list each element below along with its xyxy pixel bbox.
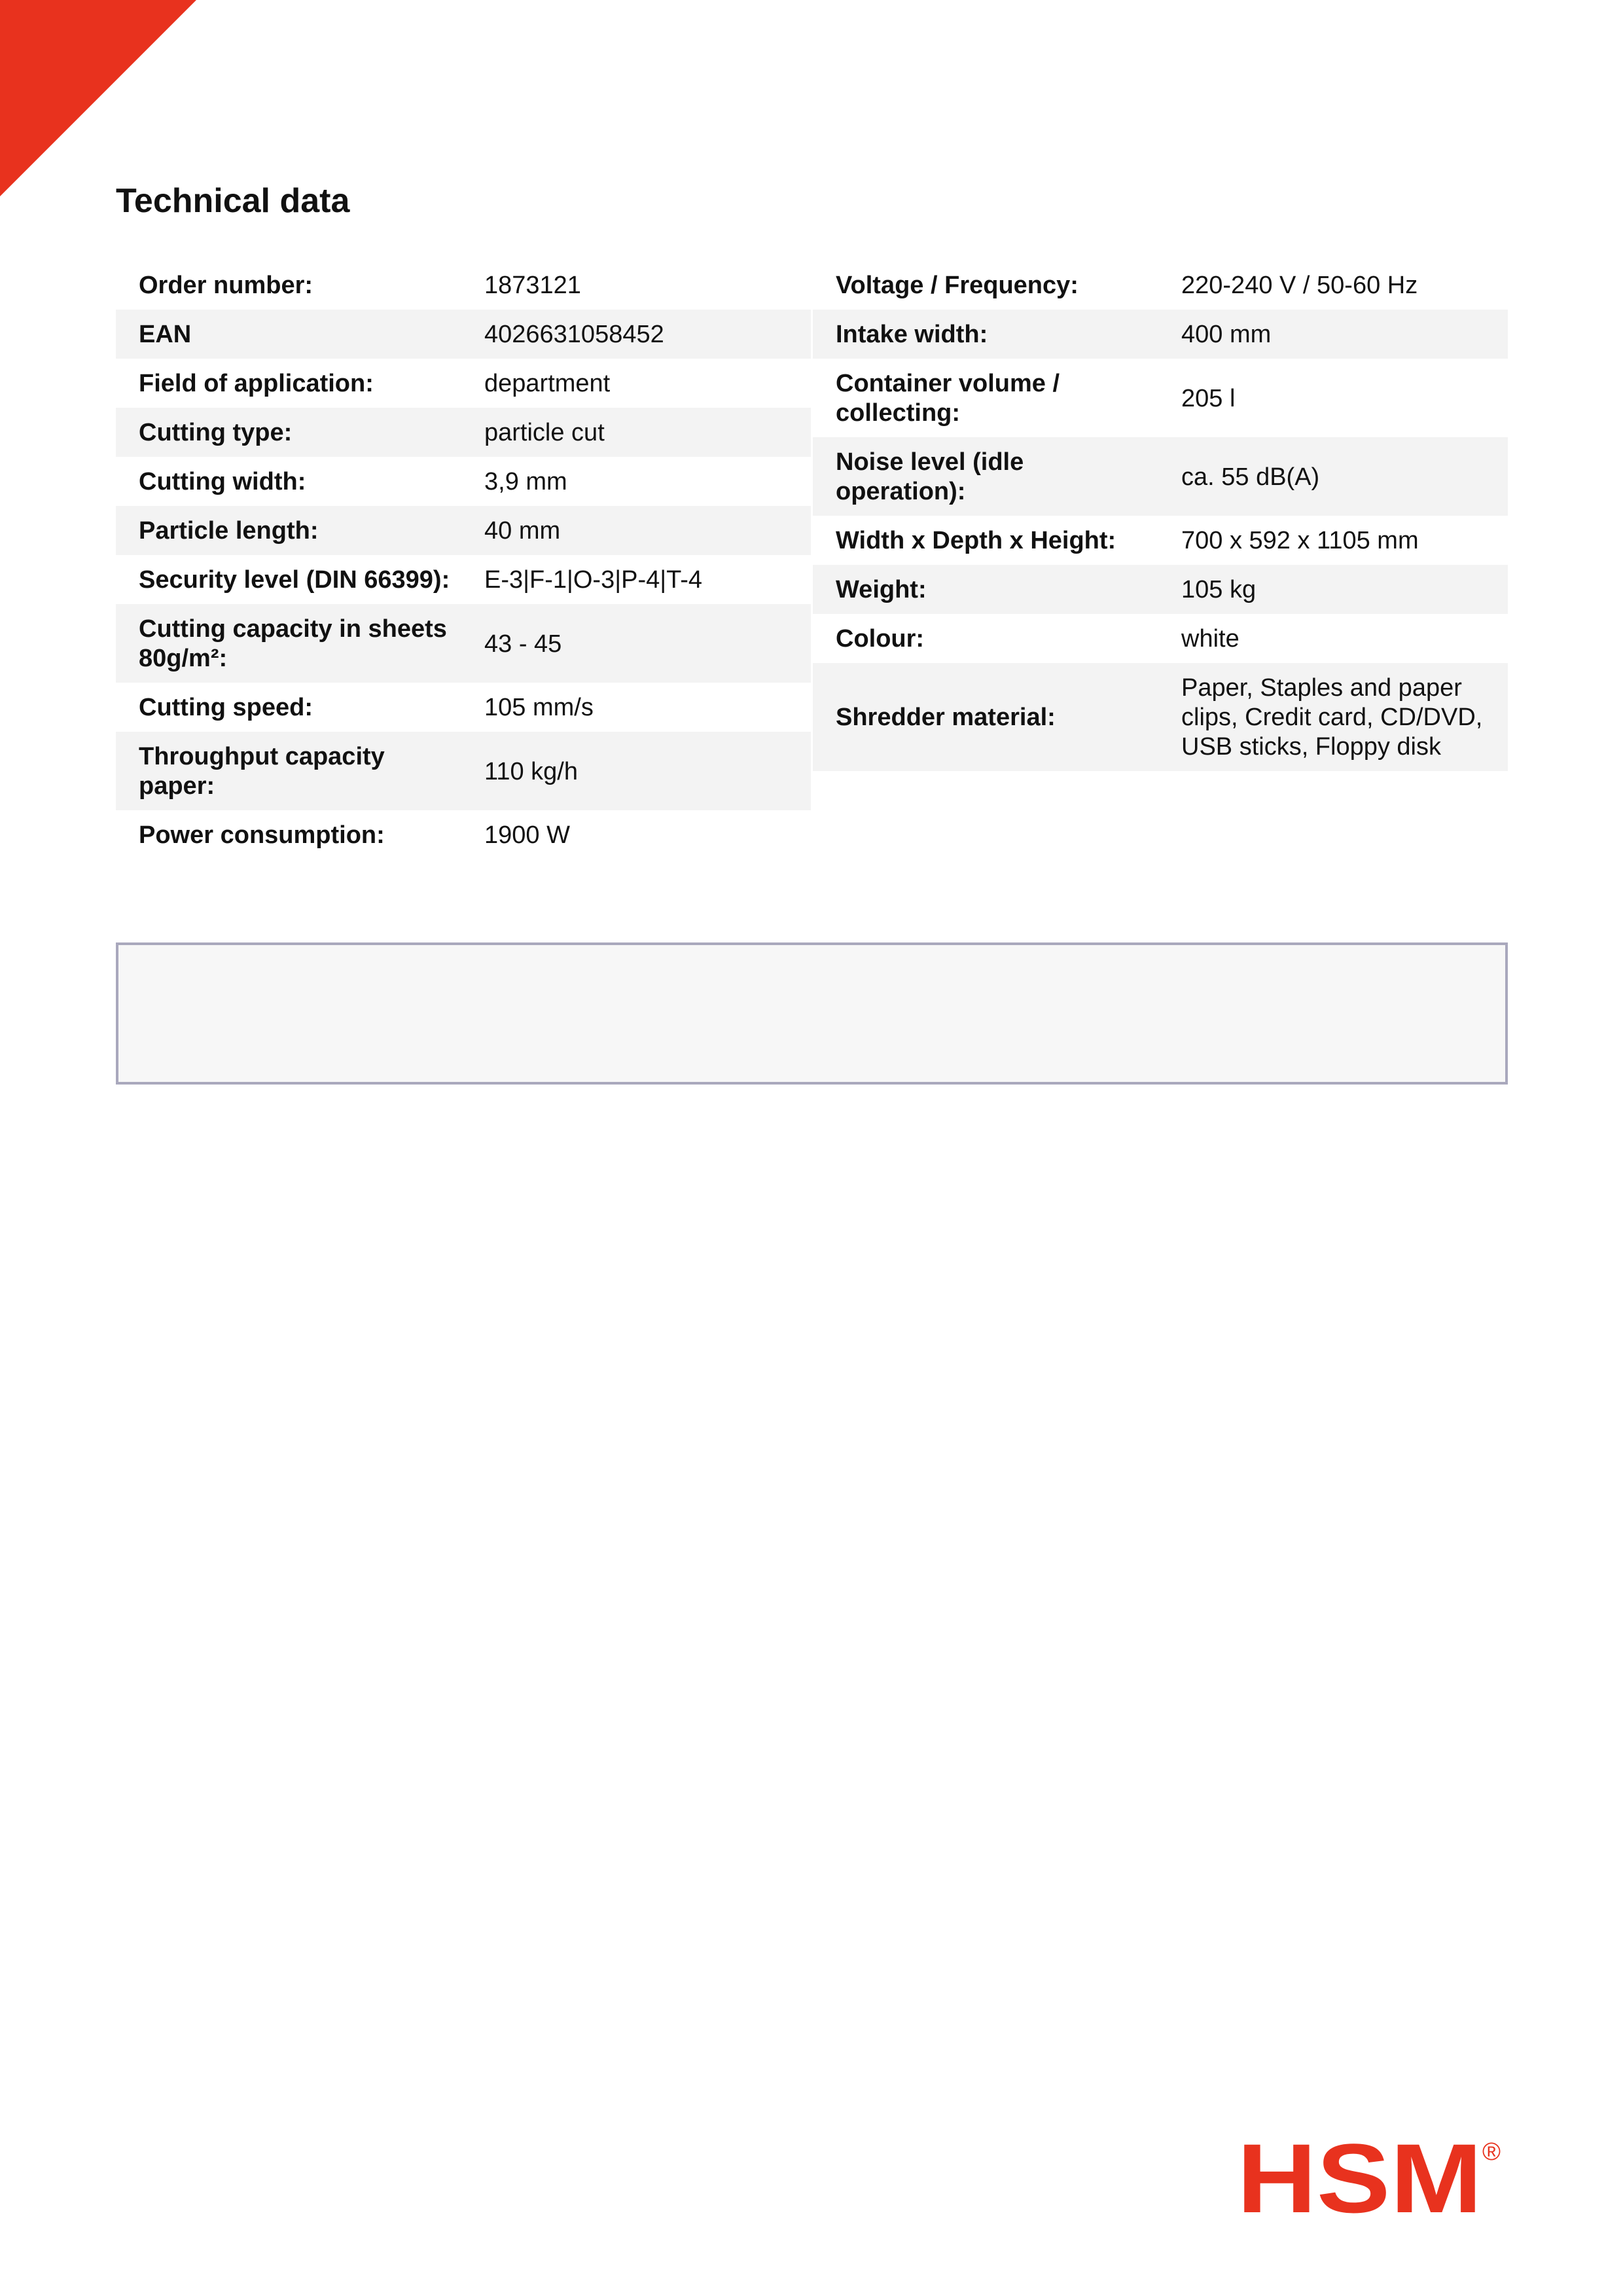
- spec-value: 1900 W: [484, 821, 570, 849]
- hsm-logo: [1237, 2130, 1505, 2222]
- spec-row: [813, 663, 1508, 771]
- spec-row: [116, 408, 811, 457]
- note-box: [116, 942, 1508, 1085]
- spec-row: [116, 683, 811, 732]
- spec-value: E-3|F-1|O-3|P-4|T-4: [484, 566, 703, 594]
- spec-label: Colour:: [836, 625, 925, 653]
- spec-label: Cutting capacity in sheets 80g/m²:: [116, 604, 461, 683]
- spec-row: [813, 310, 1508, 359]
- spec-value: 110 kg/h: [461, 732, 811, 810]
- spec-label: Container volume / collecting:: [836, 370, 1060, 427]
- spec-label: Cutting width:: [139, 468, 306, 495]
- spec-row: [116, 555, 811, 604]
- spec-label: Order number:: [139, 272, 313, 299]
- spec-table-left: [116, 260, 811, 859]
- spec-row: [813, 359, 1508, 437]
- spec-label: EAN: [116, 310, 461, 359]
- spec-value: 205 l: [1181, 384, 1236, 412]
- spec-row: [116, 810, 811, 859]
- spec-value: 1873121: [484, 272, 581, 299]
- logo-text: HSM: [1237, 2130, 1482, 2222]
- spec-value: 40 mm: [461, 506, 811, 555]
- spec-label: Width x Depth x Height:: [836, 527, 1116, 554]
- spec-value: 4026631058452: [461, 310, 811, 359]
- spec-value: 105 kg: [1158, 565, 1508, 614]
- spec-row: [116, 604, 811, 683]
- spec-value: 400 mm: [1158, 310, 1508, 359]
- spec-row: [116, 359, 811, 408]
- spec-value: particle cut: [461, 408, 811, 457]
- spec-row: [813, 516, 1508, 565]
- spec-value: ca. 55 dB(A): [1158, 437, 1508, 516]
- spec-label: Power consumption:: [139, 821, 385, 849]
- spec-value: 43 - 45: [461, 604, 811, 683]
- spec-label: Shredder material:: [813, 663, 1158, 771]
- spec-row: [116, 260, 811, 310]
- spec-value: Paper, Staples and paper clips, Credit card, CD/DVD, USB sticks, Floppy disk: [1158, 663, 1508, 771]
- spec-label: Field of application:: [139, 370, 374, 397]
- spec-row: [813, 437, 1508, 516]
- spec-row: [813, 614, 1508, 663]
- spec-label: Weight:: [813, 565, 1158, 614]
- spec-value: department: [484, 370, 611, 397]
- registered-mark: ®: [1482, 2138, 1501, 2166]
- spec-row: [116, 732, 811, 810]
- spec-row: [116, 310, 811, 359]
- spec-label: Noise level (idle operation):: [813, 437, 1158, 516]
- spec-value: 105 mm/s: [484, 694, 594, 721]
- spec-label: Cutting speed:: [139, 694, 313, 721]
- spec-label: Cutting type:: [116, 408, 461, 457]
- corner-triangle-decoration: [0, 0, 196, 196]
- spec-value: 220-240 V / 50-60 Hz: [1181, 272, 1418, 299]
- spec-row: [813, 565, 1508, 614]
- spec-value: white: [1181, 625, 1240, 653]
- spec-row: [116, 506, 811, 555]
- spec-label: Throughput capacity paper:: [116, 732, 461, 810]
- spec-label: Intake width:: [813, 310, 1158, 359]
- spec-value: 700 x 592 x 1105 mm: [1181, 527, 1419, 554]
- spec-table-right: [813, 260, 1508, 771]
- spec-label: Voltage / Frequency:: [836, 272, 1079, 299]
- spec-row: [813, 260, 1508, 310]
- spec-label: Particle length:: [116, 506, 461, 555]
- spec-row: [116, 457, 811, 506]
- spec-value: 3,9 mm: [484, 468, 567, 495]
- page-title: Technical data: [116, 182, 350, 220]
- spec-label: Security level (DIN 66399):: [139, 566, 450, 594]
